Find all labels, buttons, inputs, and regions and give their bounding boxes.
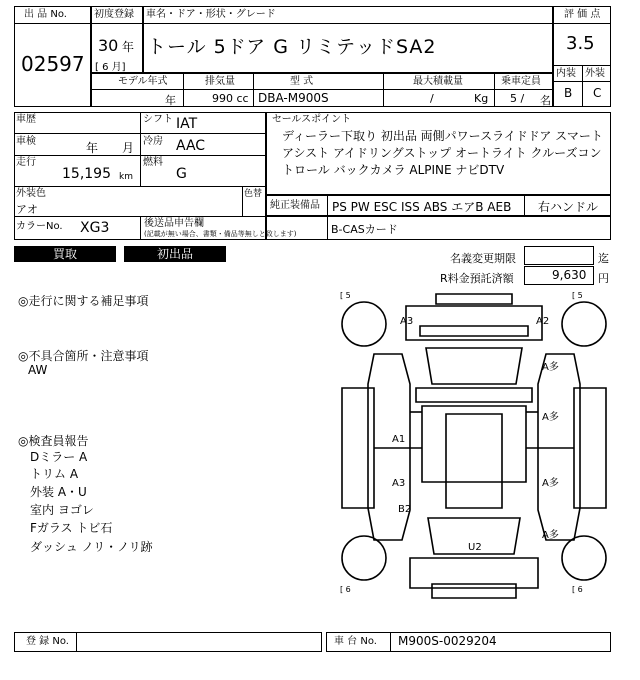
damage-mark: B2: [398, 504, 412, 515]
repaint-label: 色替: [244, 189, 263, 199]
ext-color-label: 外装色: [16, 188, 46, 199]
bracket-label: [ 6: [572, 585, 583, 594]
recycle-unit: 円: [598, 272, 609, 285]
mileage-value: 15,195: [62, 166, 111, 182]
damage-mark: A1: [392, 434, 406, 445]
reg-year: 30: [98, 36, 119, 55]
inspection-month: 月: [122, 141, 135, 155]
inspector-item: 室内 ヨゴレ: [30, 503, 94, 517]
name-change-label: 名義変更期限: [450, 252, 516, 265]
post-doc-value: B-CASカード: [331, 223, 398, 236]
inspector-item: 外装 A・U: [30, 485, 87, 499]
damage-mark: A3: [392, 478, 406, 489]
reg-label: 初度登録: [94, 9, 134, 20]
damage-mark: A多: [542, 478, 559, 489]
capacity-label: 乗車定員: [501, 76, 541, 87]
exterior-label: 外装: [585, 68, 605, 79]
history-label: 車歴: [16, 114, 36, 125]
recycle-value: 9,630: [552, 268, 587, 282]
damage-mark: A2: [536, 316, 550, 327]
damage-mark: A多: [542, 530, 559, 541]
color-no-value: XG3: [80, 220, 110, 236]
reg-no-label: 登 録 No.: [26, 636, 69, 647]
type-label: 型 式: [290, 76, 314, 87]
equipment-label: 純正装備品: [270, 200, 320, 211]
car-damage-diagram: [336, 288, 612, 604]
capacity: 5 /: [510, 92, 525, 105]
chassis-label: 車 台 No.: [334, 636, 377, 647]
bracket-label: [ 5: [340, 291, 351, 300]
shift-value: IAT: [176, 116, 198, 132]
damage-mark: U2: [468, 542, 482, 553]
sales-text: ディーラー下取り 初出品 両側パワースライドドア スマートアシスト アイドリングストップ オートライト クルーズコントロール バックカメラ ALPINE ナビDTV: [282, 129, 603, 177]
interior-label: 内装: [556, 68, 576, 79]
post-doc-label: 後送品申告欄: [144, 218, 204, 229]
lot-label: 出 品 No.: [24, 9, 67, 20]
score-value: 3.5: [566, 33, 595, 54]
score-label: 評 価 点: [564, 9, 601, 20]
bracket-label: [ 5: [572, 291, 583, 300]
damage-mark: A多: [542, 412, 559, 423]
inspector-item: Dミラー A: [30, 450, 88, 464]
first-listing-button[interactable]: 初出品: [124, 246, 226, 262]
inspector-item: トリム A: [30, 467, 79, 481]
defect-notes-title: ◎不具合箇所・注意事項: [18, 349, 149, 363]
damage-mark: A多: [542, 362, 559, 373]
color-no-label: カラーNo.: [16, 221, 63, 232]
capacity-unit: 名: [540, 94, 551, 107]
chassis-value: M900S-0029204: [398, 634, 497, 648]
post-doc-note: (記載が無い場合、書類・備品等無しと致します): [144, 230, 297, 238]
inspector-item: Fガラス トビ石: [30, 521, 113, 535]
shift-label: シフト: [143, 114, 173, 125]
max-load-slash: /: [430, 92, 434, 105]
buy-button[interactable]: 買取: [14, 246, 116, 262]
inspector-title: ◎検査員報告: [18, 434, 89, 448]
lot-number: 02597: [21, 52, 85, 76]
inspector-item: ダッシュ ノリ・ノリ跡: [30, 540, 153, 554]
equipment-value: PS PW ESC ISS ABS エアB AEB: [332, 200, 512, 214]
bracket-label: [ 6: [340, 585, 351, 594]
car-name-label: 車名・ドア・形状・グレード: [146, 9, 276, 20]
max-load-label: 最大積載量: [413, 76, 463, 87]
reg-year-unit: 年: [122, 40, 135, 54]
inspection-label: 車検: [16, 136, 36, 147]
model-year-label: モデル年式: [118, 76, 168, 87]
ac-value: AAC: [176, 138, 206, 154]
max-load-unit: Kg: [474, 92, 489, 105]
ac-label: 冷房: [143, 136, 163, 147]
handle-value: 右ハンドル: [538, 200, 599, 214]
reg-month: [ 6 月]: [95, 62, 126, 73]
name-change-unit: 迄: [598, 252, 609, 265]
interior-grade: B: [564, 86, 573, 100]
fuel-label: 燃料: [143, 157, 163, 168]
post-doc-value-box: [266, 216, 611, 240]
mileage-unit: km: [119, 172, 133, 182]
inspection-year: 年: [86, 141, 99, 155]
mileage-label: 走行: [16, 157, 36, 168]
car-name: トール 5ドア G リミテッドSA2: [147, 36, 437, 58]
ext-color-value: アオ: [16, 203, 38, 216]
name-change-box: [524, 246, 594, 265]
displacement-label: 排気量: [205, 76, 235, 87]
exterior-grade: C: [593, 86, 602, 100]
sales-label: セールスポイント: [272, 114, 352, 125]
fuel-value: G: [176, 166, 187, 182]
model-type: DBA-M900S: [258, 91, 329, 105]
recycle-label: R料金預託済額: [440, 272, 514, 285]
defect-notes-text: AW: [28, 363, 48, 377]
damage-mark: A3: [400, 316, 414, 327]
displacement: 990 cc: [212, 92, 249, 105]
model-year-unit: 年: [165, 94, 176, 107]
driving-notes-title: ◎走行に関する補足事項: [18, 294, 149, 308]
